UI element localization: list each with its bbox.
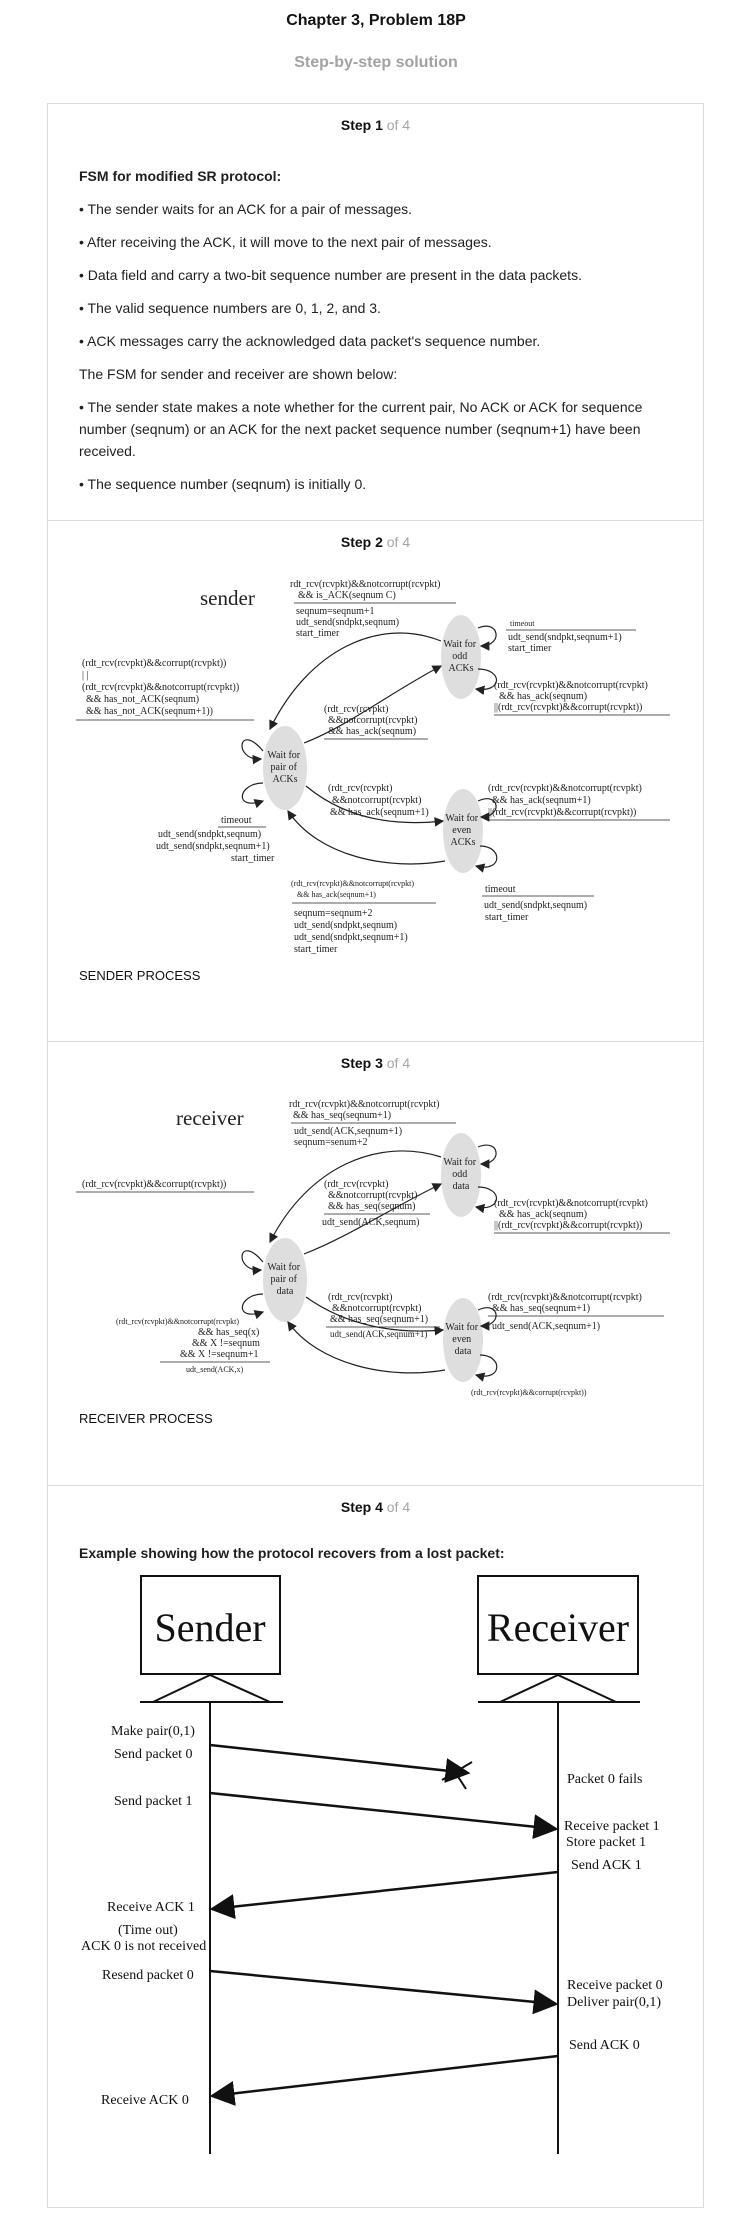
transition-label: (rdt_rcv(rcvpkt) &&notcorrupt(rcvpkt) && has_seq(seqnum+1) [328,1292,429,1325]
packet-loss-mark [442,1761,472,1789]
transition-label: (rdt_rcv(rcvpkt)&&notcorrupt(rcvpkt) && has_ack(seqnum) ||(rdt_rcv(rcvpkt)&&corrupt(rcvpkt)) [494,680,648,713]
transition-action: udt_send(sndpkt,seqnum) udt_send(sndpkt,seqnum+1) start_timer [156,829,275,864]
transition-action: udt_send(ACK,x) [186,1365,244,1374]
step-label: Step 2 [340,534,383,550]
step-label: Step 3 [340,1055,383,1071]
fsm-heading: FSM for modified SR protocol: [79,168,282,184]
state-label: Wait for even data [445,1322,479,1357]
transition-label: (rdt_rcv(rcvpkt)&&corrupt(rcvpkt)) [471,1388,587,1397]
step-1-header [48,117,703,133]
transition-action: udt_send(ACK,seqnum+1) [330,1329,428,1339]
state-label: Wait for even ACKs [445,813,479,848]
transition-action: udt_send(sndpkt,seqnum) start_timer [484,900,588,923]
sequence-diagram [48,1486,703,2209]
transition-action: seqnum=seqnum+2 udt_send(sndpkt,seqnum) udt_send(sndpkt,seqnum+1) start_timer [294,908,408,955]
step-label: Step 1 [340,117,383,133]
transition-action: udt_send(ACK,seqnum+1) [492,1321,601,1332]
transition-label: rdt_rcv(rcvpkt)&&notcorrupt(rcvpkt) && has_seq(seqnum+1) [289,1099,440,1121]
step-4 [47,1485,704,2208]
sender-event: Make pair(0,1) Send packet 0 Send packet 1 Receive ACK 1 (Time out) ACK 0 is not received Resend packet 0 Receive ACK 0 [81,1724,207,2108]
receiver-label: Receiver [486,1605,630,1650]
transition-label: (rdt_rcv(rcvpkt)&&notcorrupt(rcvpkt) && has_ack(seqnum+1) ||(rdt_rcv(rcvpkt)&&corrupt(rcvpkt)) [488,783,642,818]
transition-label: timeout [485,884,516,895]
diagram-title: sender [200,586,255,610]
transition-action: udt_send(ACK,seqnum) [322,1217,420,1228]
page-title: Chapter 3, Problem 18P [286,12,466,29]
packet-0-arrow [210,1745,468,1773]
paragraph: • The sender waits for an ACK for a pair of messages. [79,201,413,217]
ack-0-arrow [212,2056,558,2096]
example-heading: Example showing how the protocol recovers from a lost packet: [79,1545,505,1561]
paragraph: • The valid sequence numbers are 0, 1, 2, and 3. [79,300,381,316]
transition-action: udt_send(sndpkt,seqnum+1) start_timer [508,632,622,654]
transition-label: (rdt_rcv(rcvpkt)&&notcorrupt(rcvpkt) && has_seq(x) && X !=seqnum && X !=seqnum+1 [116,1317,260,1360]
transition-label: (rdt_rcv(rcvpkt)&&corrupt(rcvpkt)) [82,1179,227,1190]
packet-1-arrow [210,1793,556,1829]
transition-action: udt_send(ACK,seqnum+1) seqnum=senum+2 [294,1126,403,1148]
transition-label: timeout [221,815,252,826]
receiver-event: Packet 0 fails Receive packet 1 Store packet 1 Send ACK 1 Receive packet 0 Deliver pair(0,1) Send ACK 0 [564,1772,663,2053]
diagram-caption: SENDER PROCESS [79,968,201,983]
transition-label: (rdt_rcv(rcvpkt) &&notcorrupt(rcvpkt) && has_seq(seqnum) [324,1179,418,1212]
transition-label: (rdt_rcv(rcvpkt)&&notcorrupt(rcvpkt) && has_seq(seqnum+1) [488,1292,642,1314]
paragraph: • Data field and carry a two-bit sequence number are present in the data packets. [79,267,582,283]
paragraph: • ACK messages carry the acknowledged data packet's sequence number. [79,333,541,349]
transition-label: (rdt_rcv(rcvpkt)&&corrupt(rcvpkt)) | | (rdt_rcv(rcvpkt)&&notcorrupt(rcvpkt)) && has_not_ACK(seqnum) && has_not_ACK(seqnum+1)) [82,658,240,717]
transition-label: timeout [510,619,535,628]
step-count: of 4 [386,1499,411,1515]
step-1-text [79,165,679,495]
step-count: of 4 [386,534,411,550]
state-label: Wait for odd data [443,1157,477,1192]
resend-packet-0-arrow [210,1971,556,2004]
paragraph: • After receiving the ACK, it will move to the next pair of messages. [79,234,492,250]
transition-label: (rdt_rcv(rcvpkt)&&notcorrupt(rcvpkt) && has_ack(seqnum+1) [291,879,415,899]
transition-label: rdt_rcv(rcvpkt)&&notcorrupt(rcvpkt) && is_ACK(seqnum C) [290,579,441,601]
transition-label: (rdt_rcv(rcvpkt)&&notcorrupt(rcvpkt) && has_ack(seqnum) ||(rdt_rcv(rcvpkt)&&corrupt(rcvpkt)) [494,1198,648,1231]
sender-stand [153,1675,270,1702]
sender-label: Sender [154,1605,266,1650]
state-label: Wait for pair of data [267,1262,301,1297]
step-label: Step 4 [340,1499,383,1515]
paragraph: The FSM for sender and receiver are shown below: [79,366,398,382]
step-2 [47,520,704,1041]
transition-action: seqnum=seqnum+1 udt_send(sndpkt,seqnum) start_timer [296,606,400,639]
paragraph: • The sender state makes a note whether for the current pair, No ACK or ACK for sequence number (seqnum) or an ACK for the next packet sequence number (seqnum+1) have been received. [79,399,643,459]
diagram-title: receiver [176,1106,244,1130]
ack-1-arrow [212,1872,558,1909]
transition-label: (rdt_rcv(rcvpkt) &&notcorrupt(rcvpkt) && has_ack(seqnum) [324,704,418,737]
step-3 [47,1041,704,1485]
step-1 [47,103,704,520]
receiver-stand [500,1675,616,1702]
state-label: Wait for odd ACKs [443,639,477,674]
transition-label: (rdt_rcv(rcvpkt) &&notcorrupt(rcvpkt) && has_ack(seqnum+1) [328,783,429,818]
state-label: Wait for pair of ACKs [267,750,301,785]
diagram-caption: RECEIVER PROCESS [79,1411,213,1426]
page-subtitle: Step-by-step solution [294,54,458,71]
paragraph: • The sequence number (seqnum) is initially 0. [79,476,367,492]
step-count: of 4 [386,117,411,133]
sender-fsm-diagram [48,521,703,1042]
step-count: of 4 [386,1055,411,1071]
